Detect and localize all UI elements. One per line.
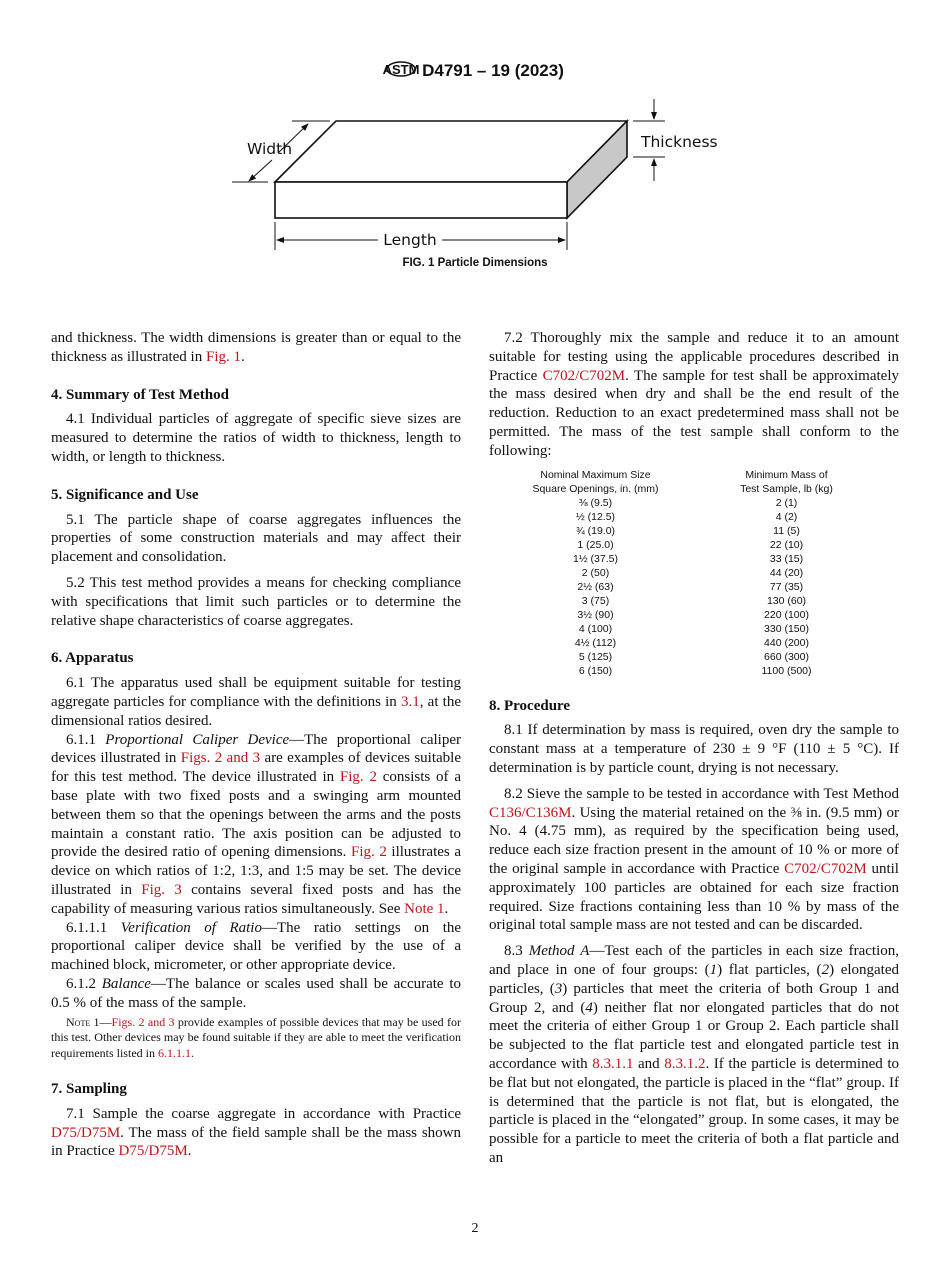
table-cell: ¾ (19.0) xyxy=(575,524,616,537)
front-face xyxy=(275,182,567,218)
table-cell: 220 (100) xyxy=(764,608,809,621)
column-header: Minimum Mass of xyxy=(745,468,828,481)
cross-reference-link[interactable]: 8.3.1.2 xyxy=(664,1055,706,1072)
italic-term: 3 xyxy=(554,980,563,997)
cross-reference-link[interactable]: Figs. 2 and 3 xyxy=(111,1014,175,1029)
table-row xyxy=(517,552,899,566)
table-row xyxy=(517,510,899,524)
table-row xyxy=(517,524,899,538)
table-row xyxy=(517,580,899,594)
cross-reference-link[interactable]: D75/D75M xyxy=(118,1143,188,1160)
section-heading: 7. Sampling xyxy=(51,1081,127,1097)
paragraph: and thickness. The width dimensions is greater than or equal to the thickness as illustrated in Fig. 1. xyxy=(51,330,461,365)
table-cell: 130 (60) xyxy=(766,594,807,607)
table-cell: 330 (150) xyxy=(764,622,809,635)
column-header: Square Openings, in. (mm) xyxy=(532,482,659,495)
paragraph: 6.1.2 Balance—The balance or scales used shall be accurate to 0.5 % of the mass of the sample. xyxy=(51,975,462,1011)
cross-reference-link[interactable]: D75/D75M xyxy=(51,1124,121,1141)
section-heading: 6. Apparatus xyxy=(51,650,134,667)
italic-term: 2 xyxy=(821,961,830,978)
left-column xyxy=(51,329,461,1161)
table-row xyxy=(517,636,899,650)
table-cell: 22 (10) xyxy=(769,538,804,551)
table-cell: 11 (5) xyxy=(773,524,800,537)
table-cell: 3 (75) xyxy=(581,594,610,607)
table-cell: 660 (300) xyxy=(764,650,809,663)
cross-reference-link[interactable]: Figs. 2 and 3 xyxy=(180,750,261,767)
italic-term: 4 xyxy=(585,999,593,1016)
italic-term: 1 xyxy=(709,961,718,978)
cross-reference-link[interactable]: Fig. 2 xyxy=(350,844,387,861)
paragraph: 4.1 Individual particles of aggregate of specific sieve sizes are measured to determine the ratios of width to thickness, length to width, or length to thickness. xyxy=(51,411,461,465)
table-row xyxy=(517,664,899,678)
paragraph: 5.1 The particle shape of coarse aggregates influences the properties of some construction materials and may affect their placement and consolidation. xyxy=(51,511,461,566)
table-cell: 2 (1) xyxy=(775,496,798,509)
right-column xyxy=(489,329,899,1168)
document-designation: D4791 – 19 (2023) xyxy=(422,61,564,80)
table-row xyxy=(517,538,899,552)
italic-term: Balance xyxy=(101,975,151,992)
table-cell: 2 (50) xyxy=(581,566,610,579)
cross-reference-link[interactable]: 6.1.1.1 xyxy=(157,1045,191,1060)
table-cell: 5 (125) xyxy=(578,650,613,663)
column-header: Nominal Maximum Size xyxy=(540,468,651,481)
astm-logo-icon xyxy=(382,56,420,82)
table-cell: ½ (12.5) xyxy=(575,510,616,523)
table-cell: 77 (35) xyxy=(769,580,804,593)
table-row xyxy=(517,594,899,608)
paragraph: 6.1.1 Proportional Caliper Device—The proportional caliper devices illustrated in Figs. 2 and 3 are examples of devices suitable for this test method. The device illustrated in Fig. 2 consists of a base plate with two fixed posts and a swinging arm mounted between them so that the openings between the arms and the posts maintain a constant ratio. The axis position can be adjusted to provide the desired ratio of opening dimensions. Fig. 2 illustrates a device on which ratios of 1:2, 1:3, and 1:5 may be set. The device illustrated in Fig. 3 contains several fixed posts and has the capability of measuring various ratios simultaneously. See Note 1. xyxy=(51,731,462,917)
section-heading: 4. Summary of Test Method xyxy=(51,386,229,403)
table-header-row xyxy=(517,482,899,496)
figure-caption: FIG. 1 Particle Dimensions xyxy=(402,257,548,269)
table-cell: 6 (150) xyxy=(578,664,613,677)
table-cell: 4 (2) xyxy=(775,510,798,523)
table-header-row xyxy=(517,468,899,482)
table-row xyxy=(517,650,899,664)
particle-dimensions-figure xyxy=(0,90,950,260)
table-cell: 440 (200) xyxy=(764,636,809,649)
page-header xyxy=(0,56,950,82)
paragraph: 6.1.1.1 Verification of Ratio—The ratio settings on the proportional caliper device shall be verified by the use of a machined block, micrometer, or other appropriate device. xyxy=(51,919,462,974)
table-cell: 4½ (112) xyxy=(574,636,617,649)
table-cell: 1 (25.0) xyxy=(577,538,614,551)
table-row xyxy=(517,608,899,622)
italic-term: Proportional Caliper Device xyxy=(105,731,290,748)
table-cell: 1½ (37.5) xyxy=(573,552,618,565)
paragraph: 7.1 Sample the coarse aggregate in accordance with Practice D75/D75M. The mass of the field sample shall be the mass shown in Practice D75/D75M. xyxy=(51,1105,461,1160)
paragraph: 5.2 This test method provides a means for checking compliance with specifications that limit such particles or to determine the relative shape characteristics of coarse aggregates. xyxy=(51,574,461,629)
paragraph: 7.2 Thoroughly mix the sample and reduce it to an amount suitable for testing using the applicable procedures described in Practice C702/C702M. The sample for test shall be approximately the mass desired when dry and shall be the end result of the reduction. Reduction to an exact predetermined mass shall not be permitted. The mass of the test sample shall conform to the following: xyxy=(489,330,899,459)
section-heading: 5. Significance and Use xyxy=(51,486,199,503)
svg-text:ASTM: ASTM xyxy=(382,62,420,77)
table-cell: 33 (15) xyxy=(769,552,804,565)
length-label: Length xyxy=(383,231,437,249)
cross-reference-link[interactable]: Note 1 xyxy=(404,900,445,917)
column-header: Test Sample, lb (kg) xyxy=(740,482,833,495)
minimum-mass-table xyxy=(517,468,899,678)
note: Note 1—Figs. 2 and 3 provide examples of possible devices that may be used for this test. Other devices may be found suitable if they are able to meet the verification requirements listed in 6.1.1.1. xyxy=(51,1014,461,1060)
table-cell: 2½ (63) xyxy=(577,580,614,593)
note-label: Note xyxy=(66,1014,91,1029)
cross-reference-link[interactable]: C702/C702M xyxy=(784,860,867,877)
table-cell: 1100 (500) xyxy=(761,664,812,677)
table-row xyxy=(517,566,899,580)
table-cell: ⅜ (9.5) xyxy=(578,496,613,509)
table-row xyxy=(517,622,899,636)
cross-reference-link[interactable]: Fig. 1 xyxy=(205,348,241,365)
paragraph: 8.2 Sieve the sample to be tested in accordance with Test Method C136/C136M. Using the material retained on the ⅜ in. (9.5 mm) or No. 4 (4.75 mm), as required by the specification being used, reduce each size fraction present in the amount of 10 % or more of the original sample in accordance with Practice C702/C702M until approximately 100 particles are obtained for each size fraction required. Size fractions containing less than 10 % by mass of the original total sample mass are not tested and can be discarded. xyxy=(489,785,899,934)
table-row xyxy=(517,496,899,510)
paragraph: 6.1 The apparatus used shall be equipment suitable for testing aggregate particles for compliance with the definitions in 3.1, at the dimensional ratios desired. xyxy=(51,675,461,729)
table-cell: 4 (100) xyxy=(578,622,613,635)
italic-term: Verification of Ratio xyxy=(120,919,262,936)
cross-reference-link[interactable]: 8.3.1.1 xyxy=(592,1055,634,1072)
table-cell: 3½ (90) xyxy=(577,608,614,621)
table-cell: 44 (20) xyxy=(769,566,804,579)
cross-reference-link[interactable]: Fig. 3 xyxy=(141,881,182,898)
cross-reference-link[interactable]: 3.1 xyxy=(400,693,420,710)
top-face xyxy=(275,121,627,182)
cross-reference-link[interactable]: C136/C136M xyxy=(489,804,572,821)
width-label: Width xyxy=(247,140,293,158)
page-number: 2 xyxy=(471,1221,479,1236)
section-heading: 8. Procedure xyxy=(489,697,571,714)
cross-reference-link[interactable]: Fig. 2 xyxy=(339,769,377,786)
paragraph: 8.3 Method A—Test each of the particles in each size fraction, and place in one of four groups: (1) flat particles, (2) elongated particles, (3) particles that meet the criteria of both Group 1 and Group 2, and (4) neither flat nor elongated particles that do not meet the criteria of either Group 1 or Group 2. Each particle shall be subjected to the flat particle test and elongated particle test in accordance with 8.3.1.1 and 8.3.1.2. If the particle is determined to be flat but not elongated, the particle is placed in the “flat” group. If is determined that the particle is not flat, but is elongated, the particle is placed in the “elongated” group. In some cases, it may be possible for a particle to meet the criteria of both a flat particle and an xyxy=(489,943,900,1166)
thickness-label: Thickness xyxy=(641,133,718,151)
italic-term: Method A xyxy=(528,943,590,960)
paragraph: 8.1 If determination by mass is required, oven dry the sample to constant mass at a temperature of 230 ± 9 °F (110 ± 5 °C). If determination is by particle count, drying is not necessary. xyxy=(489,722,899,776)
cross-reference-link[interactable]: C702/C702M xyxy=(542,367,626,384)
